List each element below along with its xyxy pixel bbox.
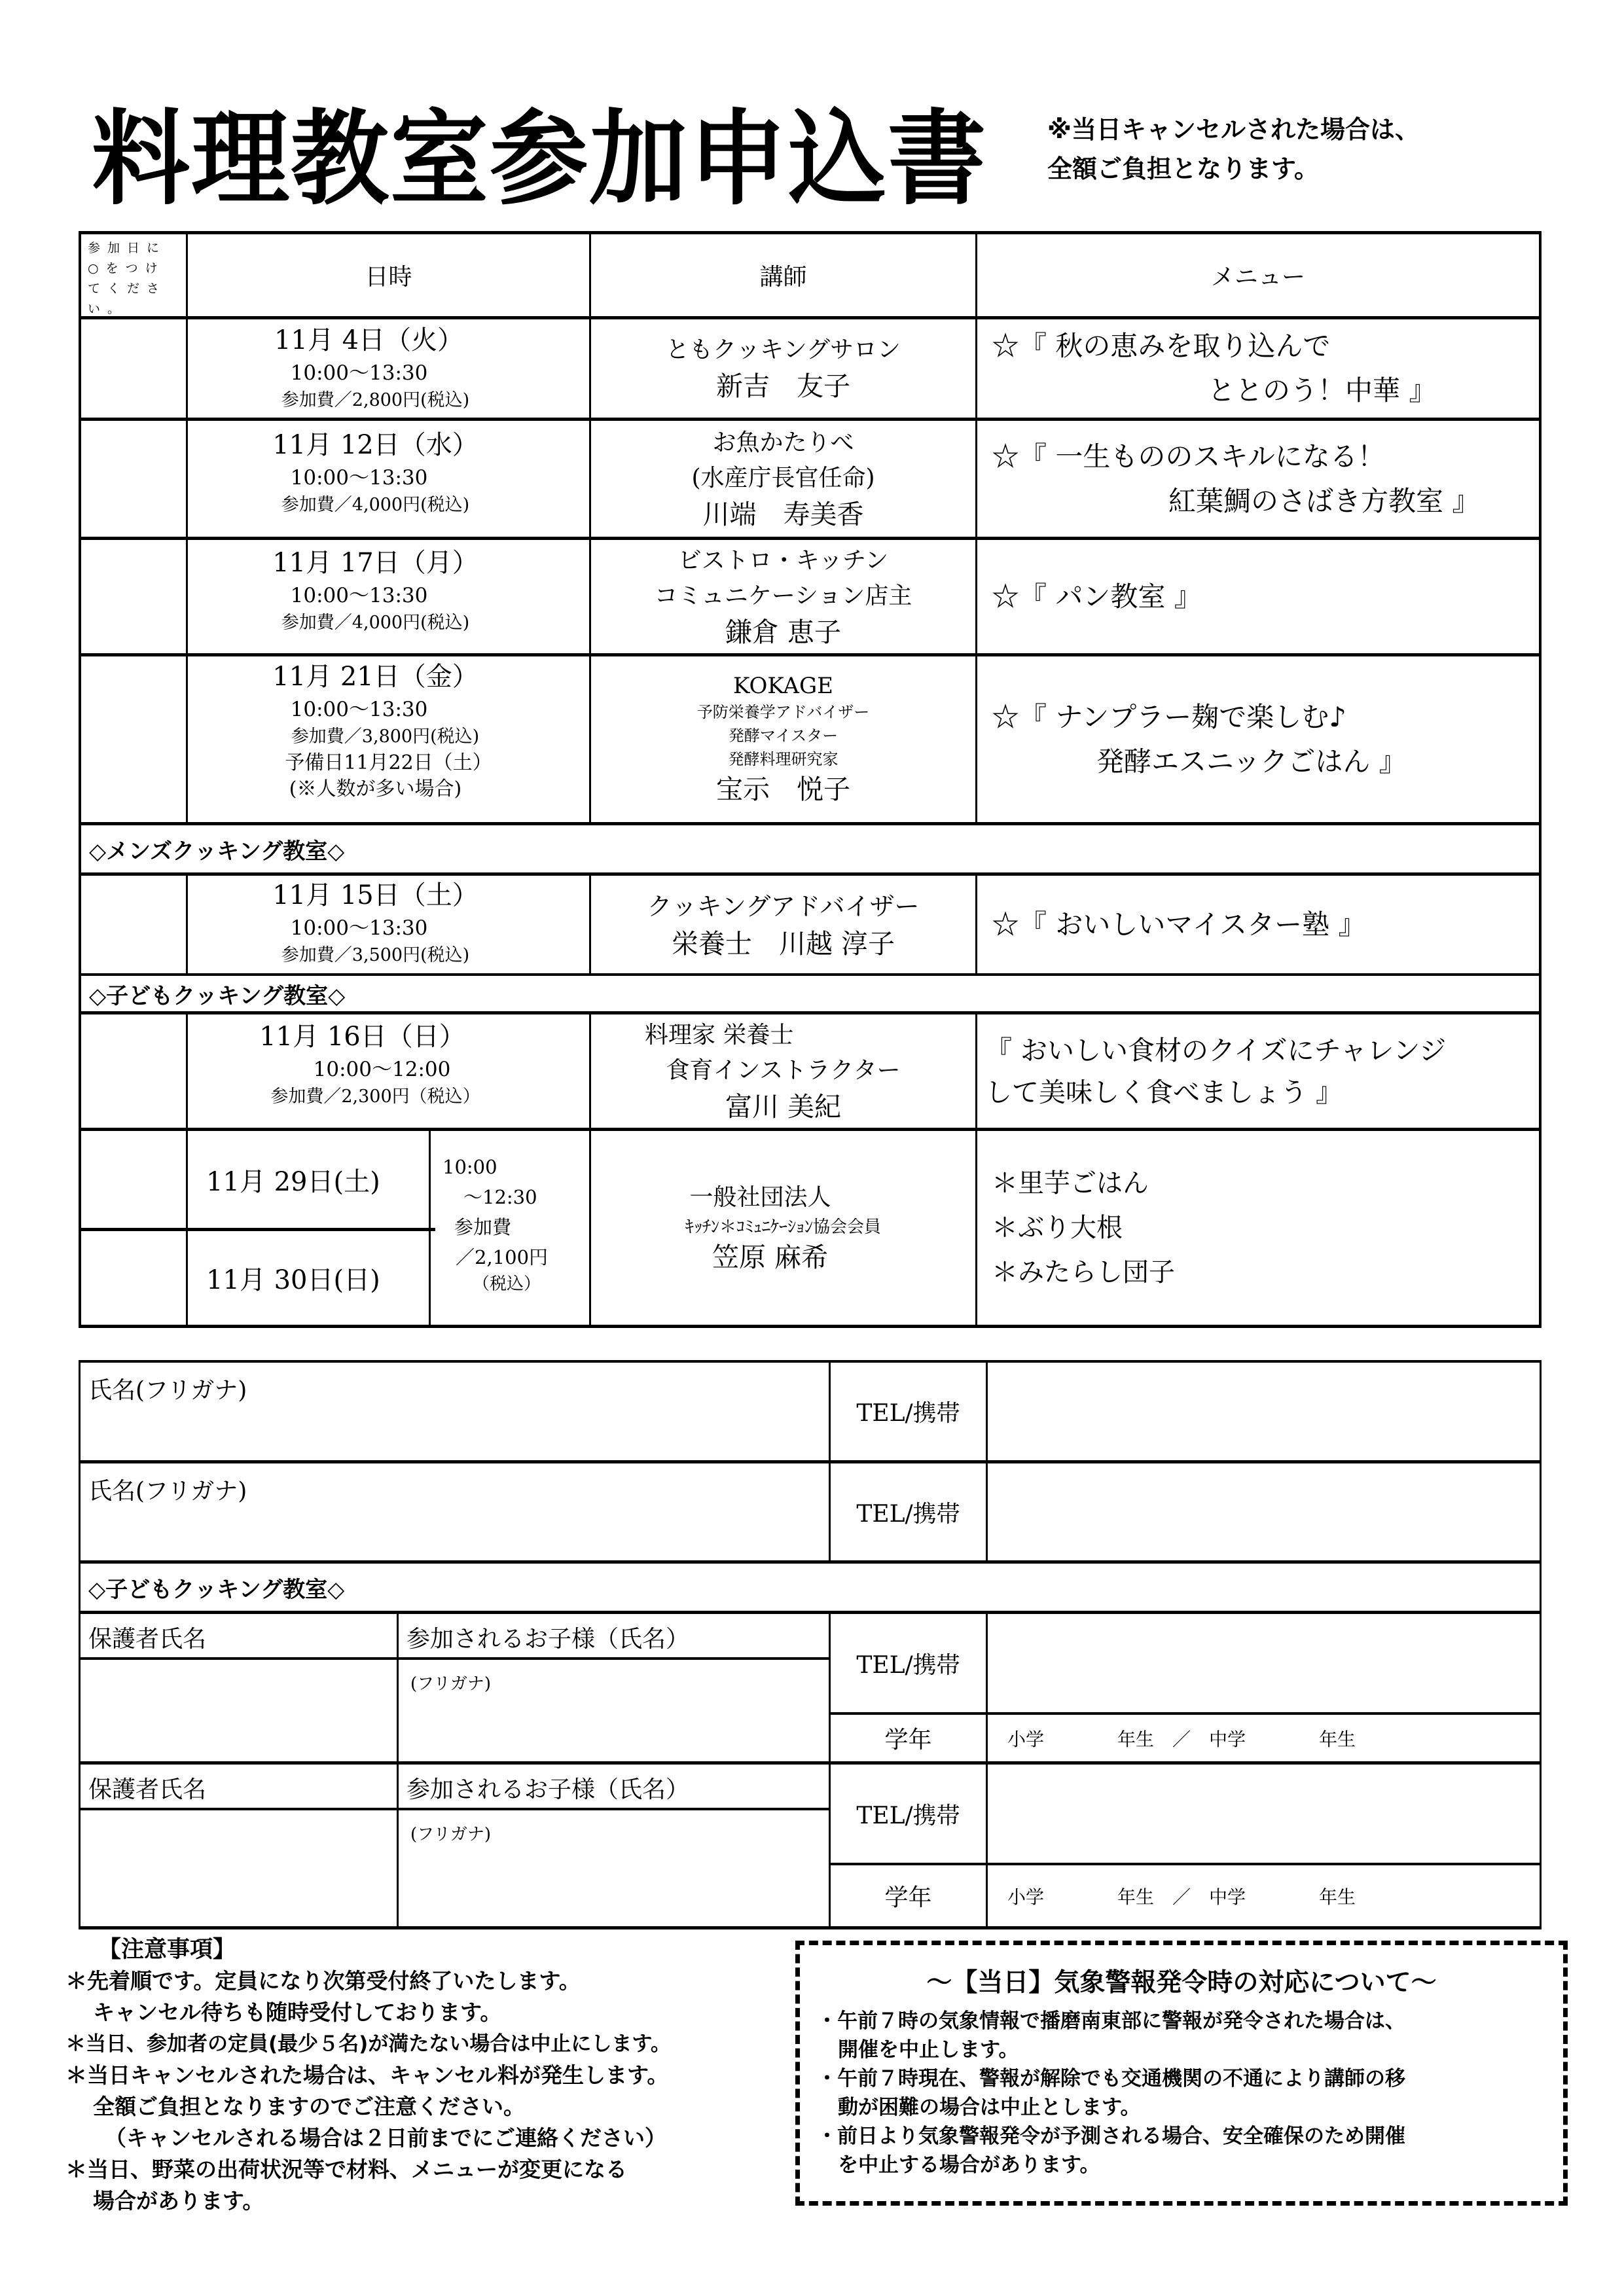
class-fee: 参加費／4,000円(税込)	[281, 613, 470, 633]
menu-line: して美味しく食べましょう 』	[985, 1076, 1343, 1108]
warning-line: 動が困難の場合は中止とします。	[838, 2096, 1141, 2119]
reserve-note: (※人数が多い場合)	[289, 778, 462, 800]
notes-heading: 【注意事項】	[98, 1937, 236, 1963]
note-line: ＊当日、野菜の出荷状況等で材料、メニューが変更になる	[65, 2157, 627, 2182]
attend-mark-cell[interactable]	[81, 1014, 186, 1128]
child-name-field-2[interactable]	[399, 1810, 829, 1926]
grade-field-2[interactable]: 小学 年生 ／ 中学 年生	[1007, 1886, 1356, 1908]
note-line: 場合があります。	[93, 2188, 264, 2214]
class-fee: 参加費／3,800円(税込)	[291, 726, 480, 747]
class-time-end: ～12:30	[463, 1186, 537, 1208]
note-line: 全額ご負担となりますのでご注意ください。	[93, 2094, 525, 2119]
instructor-name: 宝示 悦子	[716, 773, 850, 805]
instructor-cell	[591, 656, 975, 822]
class-date-cell	[188, 1018, 589, 1128]
attend-mark-cell[interactable]	[81, 540, 186, 653]
note-line: ＊当日、参加者の定員(最少５名)が満たない場合は中止にします。	[65, 2032, 671, 2056]
hint-line: 参加日に	[88, 241, 167, 255]
instructor-name: 川端 寿美香	[702, 498, 864, 530]
note-line: （キャンセルされる場合は２日前までにご連絡ください）	[105, 2125, 666, 2151]
class-fee-tax: （税込）	[473, 1274, 541, 1294]
class-fee-value: ／2,100円	[456, 1246, 549, 1268]
menu-cell	[977, 876, 1539, 973]
header-datetime: 日時	[365, 264, 412, 291]
menu-cell	[977, 319, 1539, 418]
instructor-affiliation: 食育インストラクター	[666, 1056, 901, 1084]
class-date: 11月 30日(日)	[206, 1265, 380, 1295]
menu-cell	[977, 540, 1539, 653]
name-label: 氏名(フリガナ)	[88, 1377, 247, 1404]
tel-field-4[interactable]	[988, 1765, 1540, 1863]
class-time-start: 10:00	[442, 1156, 497, 1178]
warning-line: ・前日より気象警報発令が予測される場合、安全確保のため開催	[817, 2125, 1405, 2148]
grade-field-1[interactable]: 小学 年生 ／ 中学 年生	[1007, 1728, 1356, 1750]
instructor-name: 笠原 麻希	[712, 1242, 829, 1273]
furigana-label: (フリガナ)	[410, 1674, 491, 1694]
tel-label: TEL/携帯	[856, 1651, 960, 1679]
class-fee: 参加費／3,500円(税込)	[281, 945, 470, 965]
menu-line: ☆『 ナンプラー麹で楽しむ♪	[992, 700, 1347, 733]
instructor-affiliation: コミュニケーション店主	[654, 582, 912, 609]
instructor-affiliation: 予防栄養学アドバイザー	[696, 702, 870, 721]
instructor-cell	[591, 1014, 975, 1128]
hint-line: ○をつけ	[88, 261, 165, 276]
menu-line: ＊里芋ごはん	[992, 1168, 1149, 1198]
table-border-right	[1539, 231, 1542, 1328]
menu-cell	[977, 421, 1539, 537]
guardian-name-field-1[interactable]	[81, 1660, 397, 1761]
instructor-cell	[591, 1131, 975, 1325]
weather-warning-box	[795, 1941, 1568, 2206]
attend-mark-cell[interactable]	[81, 1231, 186, 1325]
instructor-affiliation: (水産庁長官任命)	[691, 464, 875, 492]
class-date: 11月 16日（日）	[259, 1022, 465, 1052]
class-date-cell	[188, 658, 589, 822]
class-fee: 参加費／4,000円(税込)	[281, 495, 470, 515]
grade-label: 学年	[884, 1727, 932, 1753]
grade-label: 学年	[884, 1884, 932, 1911]
table-border-bottom	[79, 1325, 1542, 1328]
menu-line: 紅葉鯛のさばき方教室 』	[1168, 484, 1480, 517]
tel-field-3[interactable]	[988, 1614, 1540, 1712]
class-time: 10:00～13:30	[290, 916, 428, 940]
reserve-date: 予備日11月22日（土）	[285, 751, 492, 774]
tel-label: TEL/携帯	[856, 1400, 960, 1427]
kids-form-section-label: ◇子どもクッキング教室◇	[88, 1576, 345, 1603]
cancel-note	[1047, 110, 1420, 188]
menu-line: ＊ぶり大根	[992, 1213, 1123, 1243]
cancel-note-line2: 全額ご負担となります。	[1047, 154, 1319, 183]
child-label: 参加されるお子様（氏名）	[406, 1626, 690, 1653]
menu-line: 『 おいしい食材のクイズにチャレンジ	[985, 1034, 1447, 1066]
instructor-cell	[591, 540, 975, 653]
instructor-cell	[591, 319, 975, 418]
tel-field-1[interactable]	[988, 1363, 1540, 1460]
attend-mark-cell[interactable]	[81, 1131, 186, 1228]
class-date: 11月 21日（金）	[272, 662, 478, 692]
menu-line: ＊みたらし団子	[992, 1257, 1175, 1287]
warning-line: 開催を中止します。	[838, 2038, 1019, 2062]
instructor-affiliation: ビストロ・キッチン	[677, 547, 889, 574]
class-time: 10:00～12:00	[313, 1058, 451, 1081]
class-time: 10:00～13:30	[290, 466, 428, 490]
class-date-cell	[188, 427, 589, 537]
class-date: 11月 17日（月）	[272, 548, 478, 578]
class-fee: 参加費／2,800円(税込)	[281, 390, 470, 410]
weather-warning-title: ～【当日】気象警報発令時の対応について～	[926, 1968, 1437, 1998]
form-border-bottom	[79, 1926, 1542, 1929]
guardian-label: 保護者氏名	[88, 1776, 207, 1803]
instructor-cell	[591, 421, 975, 537]
attend-mark-header	[81, 234, 186, 316]
form-border-right	[1540, 1360, 1542, 1929]
header-menu: メニュー	[1210, 264, 1305, 291]
instructor-affiliation: 一般社団法人	[689, 1184, 831, 1211]
menu-cell	[977, 1131, 1539, 1325]
page-title: 料理教室参加申込書	[92, 99, 988, 220]
class-date-cell	[188, 877, 589, 973]
guardian-label: 保護者氏名	[88, 1626, 207, 1653]
warning-line: を中止する場合があります。	[838, 2153, 1100, 2177]
class-fee-label: 参加費	[454, 1216, 512, 1238]
instructor-affiliation: クッキングアドバイザー	[647, 891, 920, 921]
instructor-affiliation: 発酵料理研究家	[728, 749, 839, 768]
attend-mark-cell[interactable]	[81, 876, 186, 973]
class-date: 11月 15日（土）	[272, 880, 478, 910]
class-date: 11月 4日（火）	[274, 325, 464, 355]
class-date-cell	[188, 545, 589, 653]
tel-field-2[interactable]	[988, 1463, 1540, 1560]
class-date-cell	[188, 322, 589, 418]
tel-label: TEL/携帯	[856, 1802, 960, 1829]
header-instructor: 講師	[759, 264, 807, 291]
child-label: 参加されるお子様（氏名）	[406, 1776, 690, 1803]
furigana-label: (フリガナ)	[410, 1825, 491, 1844]
attend-mark-cell[interactable]	[81, 656, 186, 822]
notes-section	[65, 1934, 805, 2217]
attend-mark-cell[interactable]	[81, 319, 186, 418]
hint-line: い。	[88, 302, 128, 316]
instructor-affiliation: 発酵マイスター	[728, 726, 839, 745]
menu-line: ☆『 おいしいマイスター塾 』	[992, 908, 1366, 941]
class-time-fee	[431, 1152, 589, 1325]
menu-line: ☆『 パン教室 』	[992, 580, 1202, 613]
note-line: キャンセル待ちも随時受付しております。	[93, 2000, 502, 2025]
kids-section-label: ◇子どもクッキング教室◇	[89, 982, 346, 1009]
class-fee: 参加費／2,300円（税込）	[270, 1086, 480, 1107]
menu-cell	[977, 1014, 1539, 1128]
instructor-name: 鎌倉 恵子	[725, 616, 842, 648]
instructor-brand: KOKAGE	[733, 672, 833, 699]
instructor-name: 富川 美紀	[725, 1090, 842, 1122]
name-label: 氏名(フリガナ)	[88, 1478, 247, 1505]
class-time: 10:00～13:30	[290, 584, 428, 607]
note-line: ＊当日キャンセルされた場合は、キャンセル料が発生します。	[65, 2062, 669, 2088]
name-field-2[interactable]	[81, 1463, 829, 1560]
class-time: 10:00～13:30	[290, 361, 428, 385]
warning-line: ・午前７時現在、警報が解除でも交通機関の不通により講師の移	[817, 2067, 1405, 2090]
hint-line: てくださ	[88, 281, 167, 296]
menu-line: ととのう！中華 』	[1208, 374, 1437, 406]
menu-line: 発酵エスニックごはん 』	[1096, 745, 1407, 778]
cancel-note-line1: ※当日キャンセルされた場合は、	[1047, 115, 1420, 144]
class-time: 10:00～13:30	[290, 698, 428, 721]
instructor-affiliation: ｷｯﾁﾝ＊ｺﾐｭﾆｹｰｼｮﾝ協会会員	[685, 1217, 881, 1237]
menu-line: ☆『 一生もののスキルになる！	[992, 440, 1385, 473]
menu-cell	[977, 656, 1539, 822]
tel-label: TEL/携帯	[856, 1500, 960, 1528]
warning-line: ・午前７時の気象情報で播磨南東部に警報が発令された場合は、	[817, 2009, 1405, 2033]
class-date: 11月 29日(土)	[206, 1166, 380, 1197]
name-field-1[interactable]	[81, 1363, 829, 1460]
guardian-name-field-2[interactable]	[81, 1810, 397, 1926]
instructor-affiliation: お魚かたりべ	[712, 429, 854, 456]
instructor-name: 新吉 友子	[716, 370, 850, 402]
instructor-affiliation: 料理家 栄養士	[645, 1021, 794, 1049]
instructor-cell	[591, 876, 975, 973]
class-date: 11月 12日（水）	[272, 430, 478, 460]
mens-section-label: ◇メンズクッキング教室◇	[89, 838, 345, 865]
child-name-field-1[interactable]	[399, 1660, 829, 1761]
menu-line: ☆『 秋の恵みを取り込んで	[992, 330, 1331, 362]
note-line: ＊先着順です。定員になり次第受付終了いたします。	[65, 1968, 581, 1994]
attend-mark-cell[interactable]	[81, 421, 186, 537]
instructor-affiliation: ともクッキングサロン	[666, 336, 901, 363]
instructor-name: 栄養士 川越 淳子	[671, 927, 895, 960]
